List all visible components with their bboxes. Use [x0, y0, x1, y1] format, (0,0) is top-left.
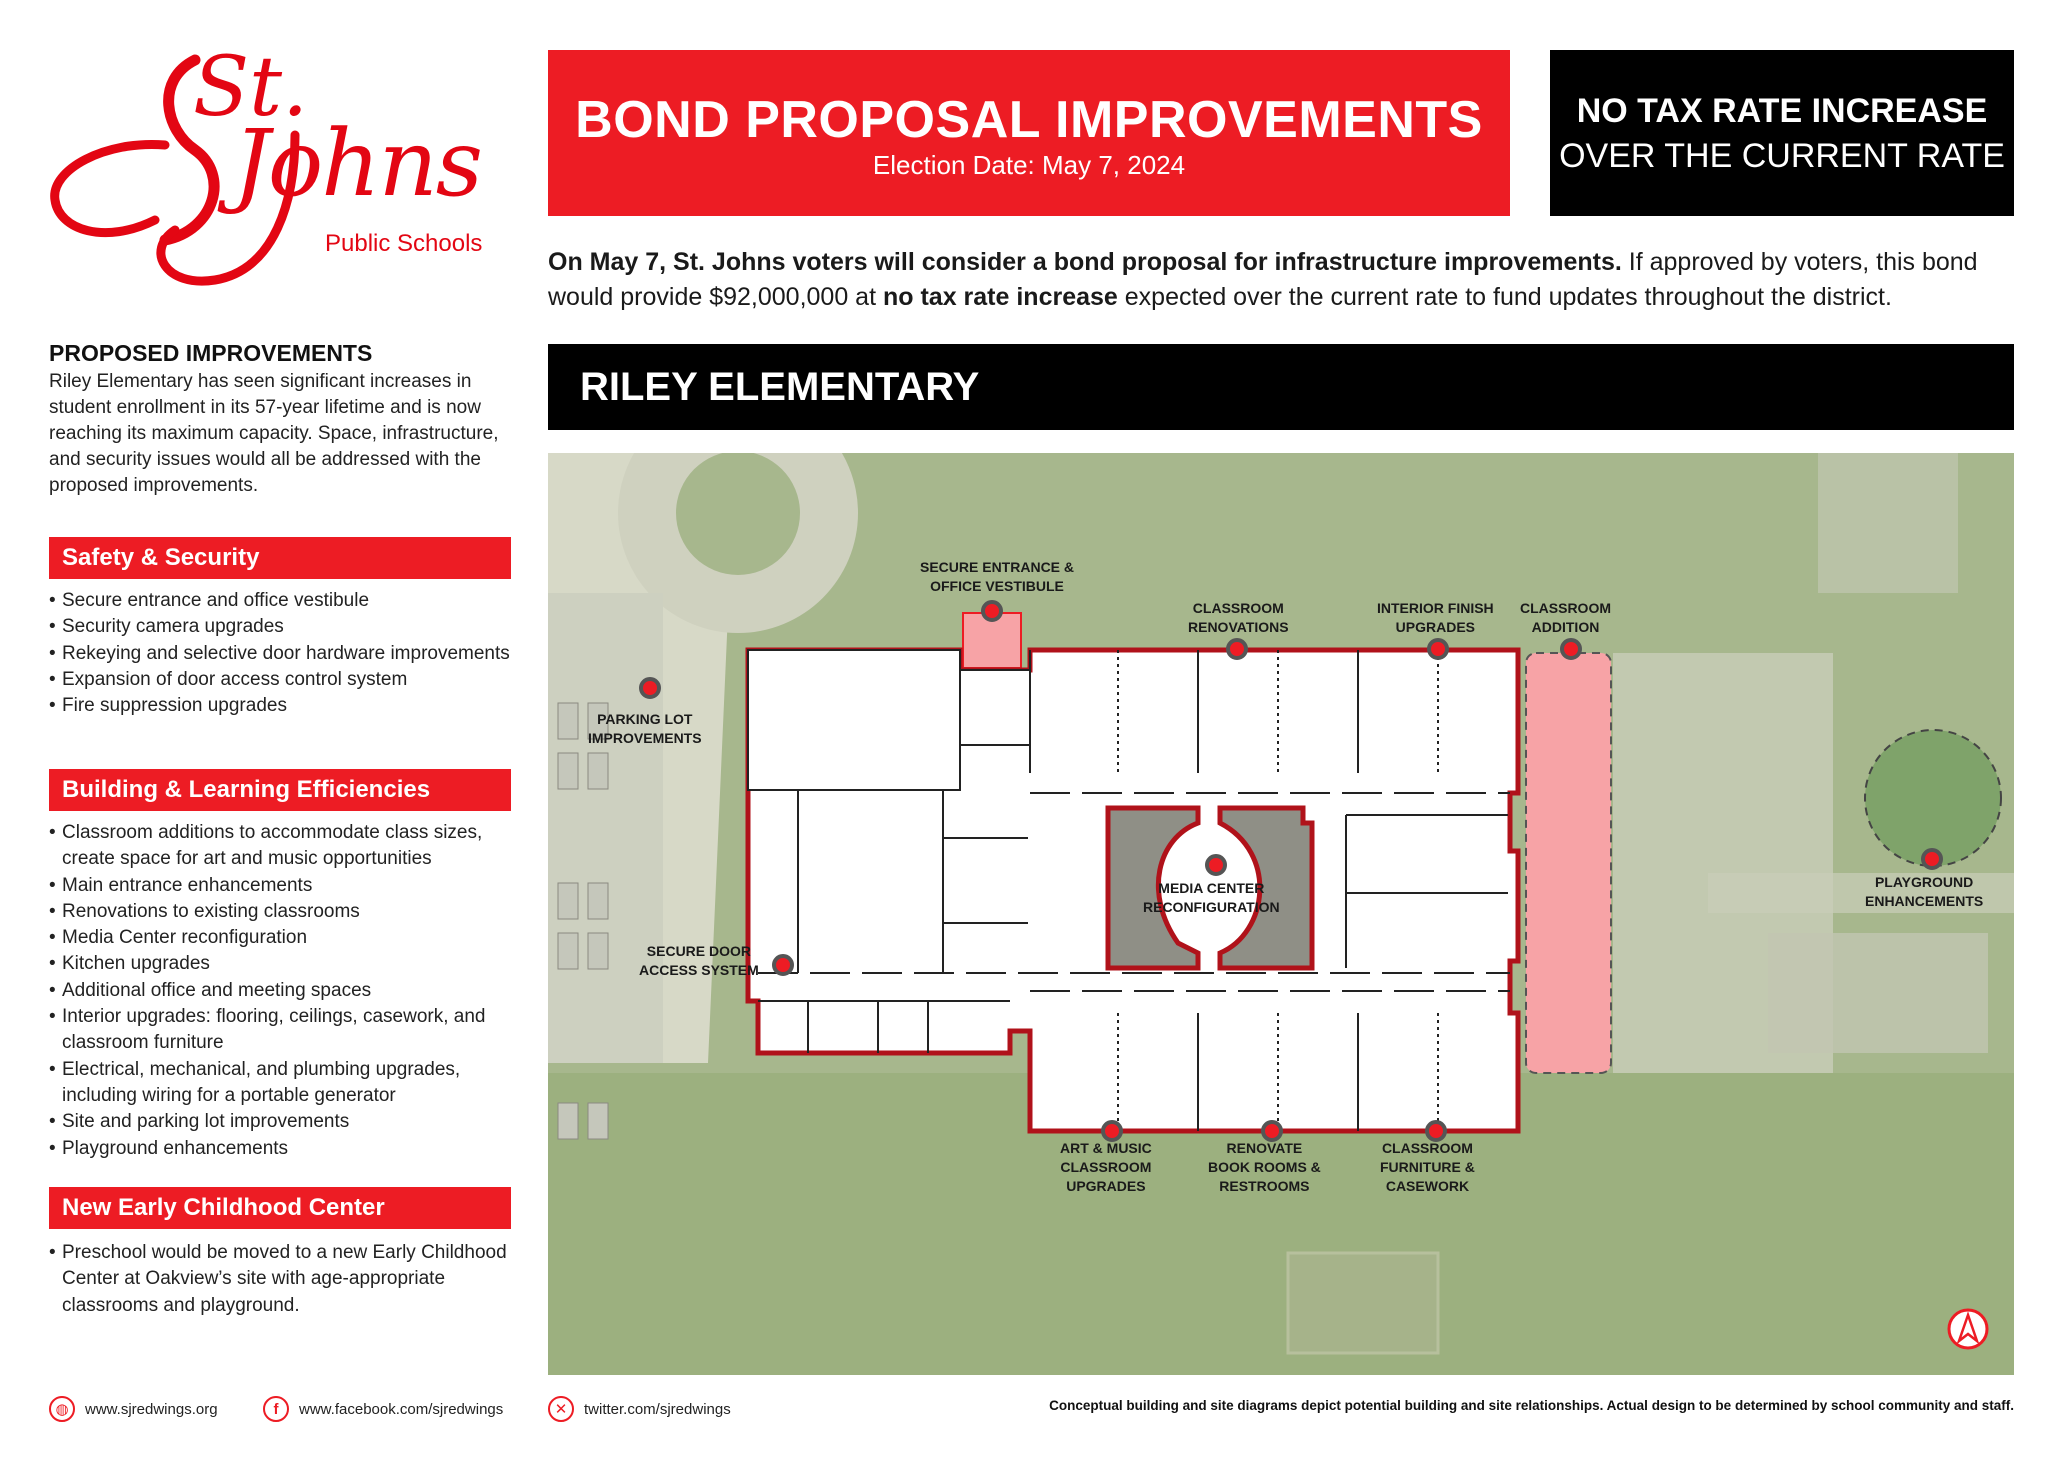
list-item: • Additional office and meeting spaces: [49, 978, 519, 1004]
callout-line: INTERIOR FINISH: [1377, 600, 1494, 616]
list-item: • Security camera upgrades: [49, 614, 519, 640]
callout-line: ENHANCEMENTS: [1865, 893, 1984, 909]
callout-line: RESTROOMS: [1219, 1178, 1310, 1194]
list-item: • Main entrance enhancements: [49, 873, 519, 899]
list-item: • Expansion of door access control system: [49, 667, 519, 693]
callout-playground: [1865, 873, 1983, 911]
callout-book-rooms: [1208, 1139, 1321, 1196]
callout-furniture: [1380, 1139, 1475, 1196]
callout-line: CLASSROOM: [1192, 600, 1284, 616]
building-list: [49, 820, 519, 1162]
footer-facebook[interactable]: [263, 1396, 503, 1422]
callout-line: SECURE DOOR: [646, 943, 752, 959]
x-twitter-icon: ✕: [548, 1396, 574, 1422]
footer-website[interactable]: [49, 1396, 218, 1422]
list-item: • Interior upgrades: flooring, ceilings, casework, and classroom furniture: [49, 1004, 519, 1057]
callout-line: ADDITION: [1531, 619, 1600, 635]
callout-line: SECURE ENTRANCE &: [920, 559, 1075, 575]
facebook-link[interactable]: www.facebook.com/sjredwings: [299, 1400, 504, 1418]
callout-line: CASEWORK: [1385, 1178, 1470, 1194]
intro-bold-mid: no tax rate increase: [882, 283, 1118, 311]
school-title-bar: RILEY ELEMENTARY: [548, 344, 2014, 430]
list-item: • Rekeying and selective door hardware improvements: [49, 641, 519, 667]
list-item: • Fire suppression upgrades: [49, 693, 519, 719]
proposed-improvements: [49, 340, 519, 499]
callout-secure-entrance: [920, 558, 1074, 596]
list-item: • Electrical, mechanical, and plumbing upgrades, including wiring for a portable generator: [49, 1057, 519, 1110]
footer-disclaimer: Conceptual building and site diagrams depict potential building and site relationships. Actual design to be determined by school community and staff.: [1049, 1398, 2014, 1413]
facebook-icon: f: [263, 1396, 289, 1422]
proposed-title: PROPOSED IMPROVEMENTS: [49, 340, 373, 366]
list-item: • Preschool would be moved to a new Early Childhood Center at Oakview’s site with age-appropriate classrooms and playground.: [49, 1240, 519, 1319]
early-childhood-list: [49, 1240, 519, 1319]
tax-banner: [1550, 50, 2014, 216]
list-item: • Renovations to existing classrooms: [49, 899, 519, 925]
callout-classroom-addition: [1520, 599, 1611, 637]
callout-line: ART & MUSIC: [1060, 1140, 1152, 1156]
section-building-title: Building & Learning Efficiencies: [49, 769, 511, 811]
callout-media-center: [1143, 879, 1280, 917]
callout-line: CLASSROOM: [1381, 1140, 1473, 1156]
globe-icon: ◍: [49, 1396, 75, 1422]
callout-line: ACCESS SYSTEM: [639, 962, 759, 978]
intro-text-b: expected over the current rate to fund updates throughout the district.: [1117, 283, 1892, 311]
safety-list: [49, 588, 519, 719]
callout-line: RECONFIGURATION: [1143, 899, 1280, 915]
callout-line: PARKING LOT: [597, 711, 693, 727]
school-logo: [45, 40, 525, 310]
intro-paragraph: [548, 245, 2018, 315]
twitter-link[interactable]: twitter.com/sjredwings: [584, 1400, 731, 1418]
callout-line: RENOVATE: [1226, 1140, 1303, 1156]
callout-parking-lot: [588, 710, 702, 748]
callout-line: OFFICE VESTIBULE: [930, 578, 1064, 594]
list-item: • Site and parking lot improvements: [49, 1109, 519, 1135]
page-title: BOND PROPOSAL IMPROVEMENTS: [575, 91, 1483, 149]
callout-line: UPGRADES: [1395, 619, 1476, 635]
site-map: [548, 453, 2014, 1375]
callout-secure-door: [639, 942, 759, 980]
intro-bold-lead: On May 7, St. Johns voters will consider a bond proposal for infrastructure improvements.: [548, 248, 1622, 276]
list-item: • Secure entrance and office vestibule: [49, 588, 519, 614]
callout-interior-finish: [1377, 599, 1494, 637]
list-item: • Playground enhancements: [49, 1136, 519, 1162]
proposed-text: Riley Elementary has seen significant increases in student enrollment in its 57-year lifetime and is now reaching its maximum capacity. Space, infrastructure, and security issues would all be addressed with the proposed improvements.: [49, 371, 499, 496]
callout-line: FURNITURE &: [1380, 1159, 1475, 1175]
callout-line: BOOK ROOMS &: [1208, 1159, 1321, 1175]
logo-st: St.: [193, 40, 309, 135]
callout-classroom-renovations: [1188, 599, 1289, 637]
footer-twitter[interactable]: [548, 1396, 731, 1422]
list-item: • Media Center reconfiguration: [49, 925, 519, 951]
intro-text-a: If approved by voters, this bond would provide $92,000,000 at: [548, 248, 1978, 311]
callout-line: UPGRADES: [1066, 1178, 1146, 1194]
callout-art-music: [1060, 1139, 1152, 1196]
tax-line-1: NO TAX RATE INCREASE: [1576, 92, 1988, 130]
website-link[interactable]: www.sjredwings.org: [85, 1400, 218, 1418]
site-plan-drawing: [548, 453, 2014, 1375]
callout-line: MEDIA CENTER: [1158, 880, 1265, 896]
callout-line: RENOVATIONS: [1188, 619, 1289, 635]
list-item: • Kitchen upgrades: [49, 951, 519, 977]
list-item: • Classroom additions to accommodate class sizes, create space for art and music opportunities: [49, 820, 519, 873]
callout-line: IMPROVEMENTS: [588, 730, 702, 746]
section-safety-title: Safety & Security: [49, 537, 511, 579]
callout-line: CLASSROOM: [1520, 600, 1611, 616]
callout-line: CLASSROOM: [1060, 1159, 1152, 1175]
callout-line: PLAYGROUND: [1874, 874, 1974, 890]
election-date: Election Date: May 7, 2024: [872, 150, 1186, 180]
bond-title-banner: [548, 50, 1510, 216]
north-arrow-icon: [1949, 1310, 1987, 1348]
tax-line-2: OVER THE CURRENT RATE: [1559, 137, 2005, 175]
logo-johns: Johns: [233, 110, 481, 217]
section-early-childhood-title: New Early Childhood Center: [49, 1187, 511, 1229]
logo-subtitle: Public Schools: [325, 230, 483, 257]
